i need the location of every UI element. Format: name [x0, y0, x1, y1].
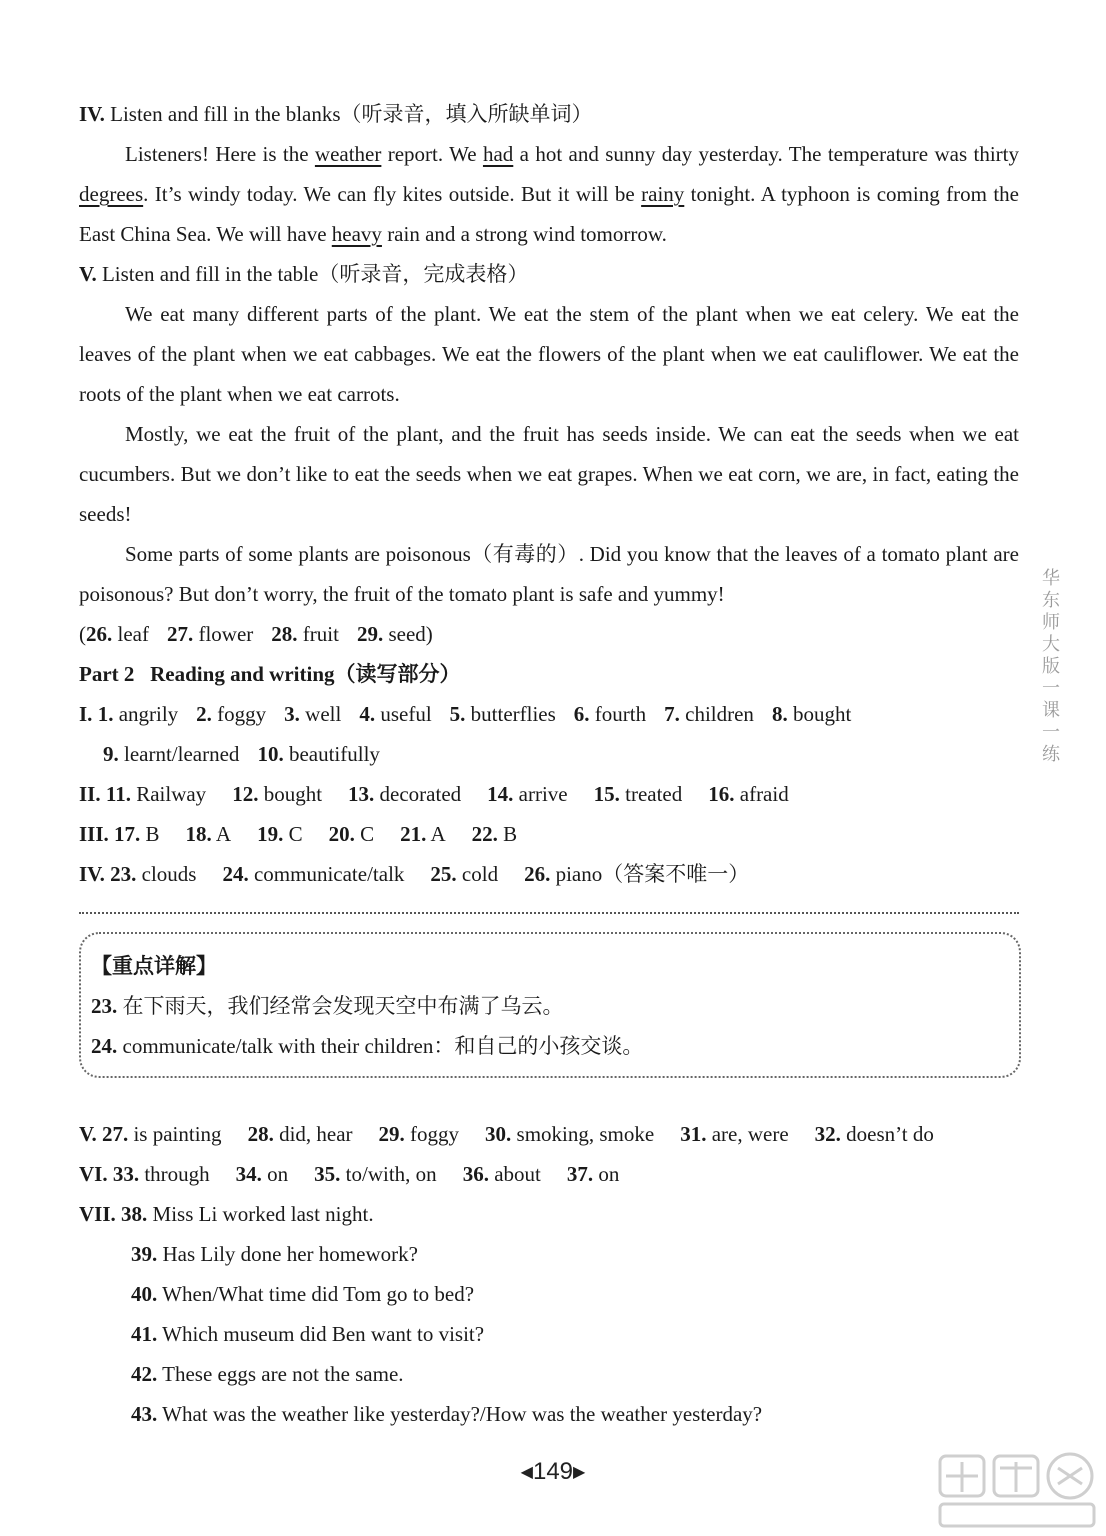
question-i-answers-cont: 9. learnt/learned 10. beautifully: [103, 742, 380, 766]
question-ii-answers: II. 11. Railway 12. bought 13. decorated 14. arrive 15. treated 16. afraid: [79, 782, 789, 806]
blank-answer: had: [482, 142, 514, 166]
plant-paragraph-3: Some parts of some plants are poisonous（有毒的）. Did you know that the leaves of a tomato plant are poisonous? But don’t worry, the fruit of the tomato plant is safe and yummy!: [79, 542, 1019, 606]
page-content: [79, 94, 1019, 1434]
key-point-24: 24. communicate/talk with their children：和自己的小孩交谈。: [91, 1034, 644, 1058]
watermark-logo-icon: [932, 1448, 1102, 1532]
left-triangle-icon: ◀: [520, 1464, 533, 1481]
question-vii-answer-41: 41. Which museum did Ben want to visit?: [131, 1322, 485, 1346]
weather-report-paragraph: Listeners! Here is the weather report. We had a hot and sunny day yesterday. The temperature was thirty degrees. It’s windy today. We can fly kites outside. But it will be rainy tonight. A typhoon is coming from the East China Sea. We will have heavy rain and a strong wind tomorrow.: [79, 142, 1020, 246]
blank-answer: weather: [314, 142, 382, 166]
question-iii-answers: III. 17. B 18. A 19. C 20. C 21. A 22. B: [79, 822, 518, 846]
question-i-answers: I. 1. angrily 2. foggy 3. well 4. useful 5. butterflies 6. fourth 7. children 8. bought: [79, 702, 852, 726]
side-series-label: 华东师大版一课一练: [1039, 568, 1060, 766]
section-iv-heading: IV. Listen and fill in the blanks（听录音，填入所缺单词）: [79, 102, 593, 126]
blank-answer: rainy: [641, 182, 685, 206]
section-v-heading: V. Listen and fill in the table（听录音，完成表格）: [79, 262, 529, 286]
blank-answer: degrees: [79, 182, 144, 206]
question-v-answers: V. 27. is painting 28. did, hear 29. foggy 30. smoking, smoke 31. are, were 32. doesn’t do: [79, 1122, 934, 1146]
question-vii-answer-39: 39. Has Lily done her homework?: [131, 1242, 418, 1266]
question-vii-answer-38: VII. 38. Miss Li worked last night.: [79, 1202, 374, 1226]
key-points-box: [79, 932, 1021, 1078]
question-vii-answer-40: 40. When/What time did Tom go to bed?: [131, 1282, 475, 1306]
question-vii-answer-42: 42. These eggs are not the same.: [131, 1362, 404, 1386]
question-vi-answers: VI. 33. through 34. on 35. to/with, on 36. about 37. on: [79, 1162, 620, 1186]
right-triangle-icon: ▶: [573, 1464, 586, 1481]
blank-answer: heavy: [331, 222, 382, 246]
key-points-title: 【重点详解】: [91, 954, 217, 978]
part2-heading: Part 2 Reading and writing（读写部分）: [79, 662, 461, 686]
dotted-divider: [79, 912, 1019, 914]
page-number: ◀149▶: [520, 1458, 586, 1485]
table-answers: (26. leaf 27. flower 28. fruit 29. seed): [79, 622, 433, 646]
key-point-23: 23. 在下雨天，我们经常会发现天空中布满了乌云。: [91, 994, 564, 1018]
question-iv-answers: IV. 23. clouds 24. communicate/talk 25. cold 26. piano（答案不唯一）: [79, 862, 750, 886]
question-vii-answer-43: 43. What was the weather like yesterday?/How was the weather yesterday?: [131, 1402, 763, 1426]
plant-paragraph-2: Mostly, we eat the fruit of the plant, and the fruit has seeds inside. We can eat the seeds when we eat cucumbers. But we don’t like to eat the seeds when we eat grapes. When we eat corn, we are, in fact, eating the seeds!: [79, 422, 1019, 526]
plant-paragraph-1: We eat many different parts of the plant. We eat the stem of the plant when we eat celery. We eat the leaves of the plant when we eat cabbages. We eat the flowers of the plant when we eat cauliflower. We eat the roots of the plant when we eat carrots.: [79, 302, 1019, 406]
